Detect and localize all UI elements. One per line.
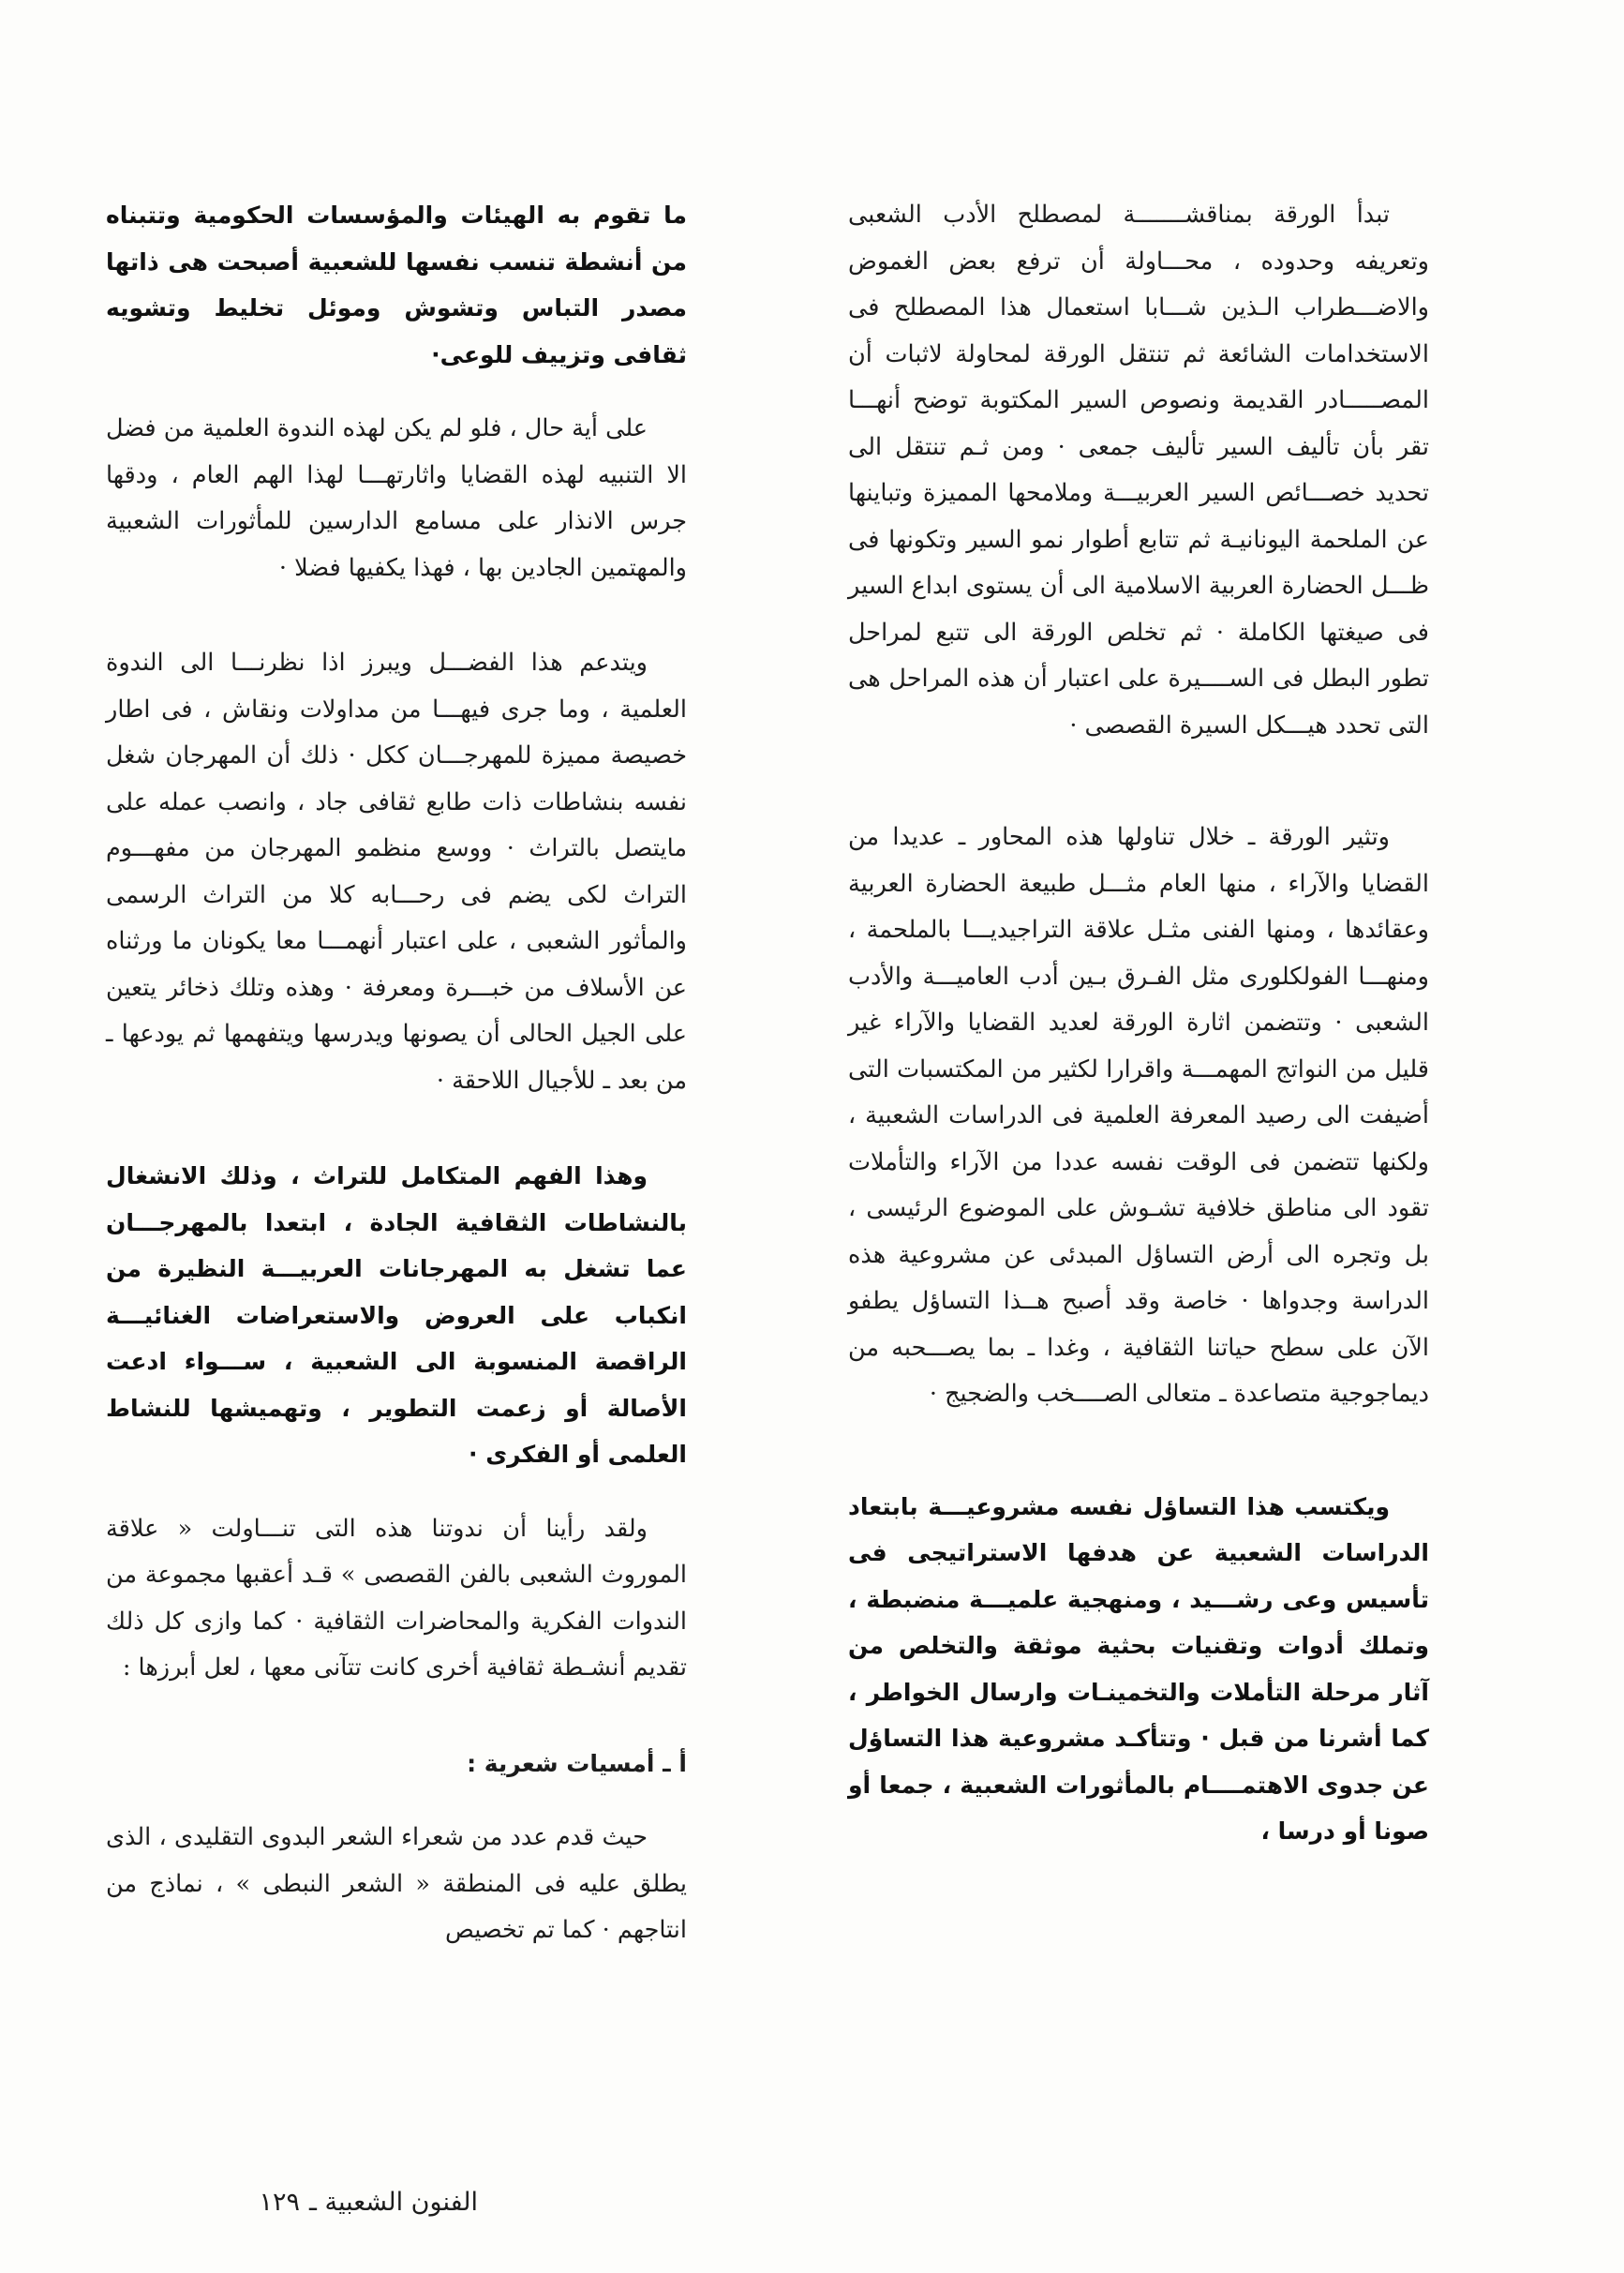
paragraph-spacer xyxy=(106,1104,687,1153)
bold-paragraph: ويكتسب هذا التساؤل نفسه مشروعيـــة بابتعاد الدراسات الشعبية عن هدفها الاستراتيجى فى تأسيس وعى رشـــيد ، ومنهجية علميـــة منضبطة ، وتملك أدوات وتقنيات بحثية موثقة والتخلص من آثار مرحلة التأملات والتخمينـات وارسال الخواطر ، كما أشرنا من قبل · وتتأكـد مشروعية هذا التساؤل عن جدوى الاهتمــــام بالمأثورات الشعبية ، جمعا أو صونا أو درسا ، xyxy=(848,1492,1429,1845)
paragraph: ولقد رأينا أن ندوتنا هذه التى تنـــاولت « علاقة الموروث الشعبى بالفن القصصى » قـد أعقبها مجموعة من الندوات الفكرية والمحاضرات الثقافية · كما وازى كل ذلك تقديم أنشـطة ثقافية أخرى كانت تتآنى معها ، لعل أبرزها : xyxy=(106,1514,687,1682)
right-column xyxy=(848,192,1429,1855)
paragraph-spacer xyxy=(848,749,1429,815)
paragraph-spacer xyxy=(106,1692,687,1741)
paragraph-spacer xyxy=(106,591,687,640)
page-footer xyxy=(259,2184,478,2221)
paragraph: حيث قدم عدد من شعراء الشعر البدوى التقليدى ، الذى يطلق عليه فى المنطقة « الشعر النبطى » ، نماذج من انتاجهم · كما تم تخصيص xyxy=(106,1823,687,1944)
journal-name: الفنون الشعبية ـ xyxy=(309,2188,478,2217)
left-column xyxy=(106,192,687,1954)
paragraph-spacer xyxy=(848,1418,1429,1484)
page-number: ١٢٩ xyxy=(259,2188,300,2217)
paragraph-spacer xyxy=(106,378,687,406)
paragraph: ويتدعم هذا الفضـــل ويبرز اذا نظرنـــا الى الندوة العلمية ، وما جرى فيهـــا من مداولات ونقاش ، فى اطار خصيصة مميزة للمهرجـــان ككل · ذلك أن المهرجان شغل نفسه بنشاطات ذات طابع ثقافى جاد ، وانصب عمله على مايتصل بالتراث · ووسع منظمو المهرجان من مفهـــوم التراث لكى يضم فى رحـــابه كلا من التراث الرسمى والمأثور الشعبى ، على اعتبار أنهمـــا معا يكونان ما ورثناه عن الأسلاف من خبـــرة ومعرفة · وهذه وتلك ذخائر يتعين على الجيل الحالى أن يصونها ويدرسها ويتفهمها ثم يودعها ـ من بعد ـ للأجيال اللاحقة · xyxy=(106,649,687,1095)
bold-paragraph: ما تقوم به الهيئات والمؤسسات الحكومية وتتبناه من أنشطة تنسب نفسها للشعبية أصبحت هى ذاتها مصدر التباس وتشوش وموئل تخليط وتشويه ثقافى وتزييف للوعى· xyxy=(106,202,687,368)
paragraph: على أية حال ، فلو لم يكن لهذه الندوة العلمية من فضل الا التنبيه لهذه القضايا واثارتهـــا لهذا الهم العام ، ودقها جرس الانذار على مسامع الدارسين للمأثورات الشعبية والمهتمين الجادين بها ، فهذا يكفيها فضلا · xyxy=(106,414,687,582)
paragraph-spacer xyxy=(106,1787,687,1815)
bold-paragraph: وهذا الفهم المتكامل للتراث ، وذلك الانشغال بالنشاطات الثقافية الجادة ، ابتعدا بالمهرجـــان عما تشغل به المهرجانات العربيـــة النظيرة من انكباب على العروض والاستعراضات الغنائيـــة الراقصة المنسوبة الى الشعبية ، ســـواء ادعت الأصالة أو زعمت التطوير ، وتهميشها للنشاط العلمى أو الفكرى · xyxy=(106,1162,687,1468)
paragraph: وتثير الورقة ـ خلال تناولها هذه المحاور ـ عديدا من القضايا والآراء ، منها العام مثـــل طبيعة الحضارة العربية وعقائدها ، ومنها الفنى مثـل علاقة التراجيديـــا بالملحمة ، ومنهـــا الفولكلورى مثل الفـرق بـين أدب العاميـــة والأدب الشعبى · وتتضمن اثارة الورقة لعديد القضايا والآراء غير قليل من النواتج المهمـــة واقرارا لكثير من المكتسبات التى أضيفت الى رصيد المعرفة العلمية فى الدراسات الشعبية ، ولكنها تتضمن فى الوقت نفسه عددا من الآراء والتأملات تقود الى مناطق خلافية تشـوش على الموضوع الرئيسى ، بل وتجره الى أرض التساؤل المبدئى عن مشروعية هذه الدراسة وجدواها · خاصة وقد أصبح هــذا التساؤل يطفو الآن على سطح حياتنا الثقافية ، وغدا ـ بما يصـــحبه من ديماجوجية متصاعدة ـ متعالى الصــــخب والضجيج · xyxy=(848,823,1429,1408)
section-heading: أ ـ أمسيات شعرية : xyxy=(467,1749,687,1777)
paragraph: تبدأ الورقة بمناقشـــــــة لمصطلح الأدب الشعبى وتعريفه وحدوده ، محـــاولة أن ترفع بعض الغموض والاضـــطراب الـذين شـــابا استعمال هذا المصطلح فى الاستخدامات الشائعة ثم تنتقل الورقة لمحاولة لاثبات أن المصـــــادر القديمة ونصوص السير المكتوبة توضح أنهـــا تقر بأن تأليف السير تأليف جمعى · ومن ثـم تنتقل الى تحديد خصـــائص السير العربيـــة وملامحها المميزة وتباينها عن الملحمة اليونانيـة ثم تتابع أطوار نمو السير وتكونها فى ظـــل الحضارة العربية الاسلامية الى أن يستوى ابداع السير فى صيغتها الكاملة · ثم تخلص الورقة الى تتبع لمراحل تطور البطل فى الســــيرة على اعتبار أن هذه المراحل هى التى تحدد هيـــكل السيرة القصصى · xyxy=(848,201,1429,740)
paragraph-spacer xyxy=(106,1478,687,1506)
